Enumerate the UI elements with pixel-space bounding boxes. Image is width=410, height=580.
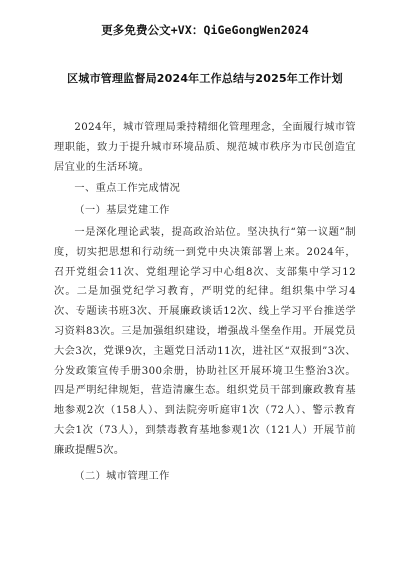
subsection-paragraph: 一是深化理论武装，提高政治站位。坚决执行“第一议题”制度，切实把思想和行动统一到党中央决策部署上来。2024年，召开党组会11次、党组理论学习中心组8次、支部集中学习12次。二是加强党纪学习教育，严明党的纪律。组织集中学习4次、专题读书班3次、开展廉政谈话12次、线上学习平台推送学习资料83次。三是加强组织建设，增强战斗堡垒作用。开展党员大会3次，党课9次，主题党日活动11次，进社区“双报到”3次、分发政策宣传手册300余册，协助社区开展环境卫生整治3次。四是严明纪律规矩，营造清廉生态。组织党员干部到廉政教育基地参观2次（158人）、到法院旁听庭审1次（72人）、警示教育大会1次（73人），到禁毒教育基地参观1次（121人）开展节前廉政提醒5次。 [54, 226, 356, 456]
document-body [54, 118, 356, 486]
promo-header: 更多免费公文+VX：QiGeGongWen2024 [101, 23, 309, 37]
subsection-heading: （一）基层党建工作 [74, 205, 170, 217]
section-heading: 一、重点工作完成情况 [74, 183, 181, 195]
subsection-heading-2: （二）城市管理工作 [74, 470, 170, 482]
intro-paragraph: 2024年，城市管理局秉持精细化管理理念，全面履行城市管理职能，致力于提升城市环境品质、规范城市秩序为市民创造宜居宜业的生活环境。 [54, 122, 357, 173]
document-title: 区城市管理监督局2024年工作总结与2025年工作计划 [67, 72, 343, 85]
